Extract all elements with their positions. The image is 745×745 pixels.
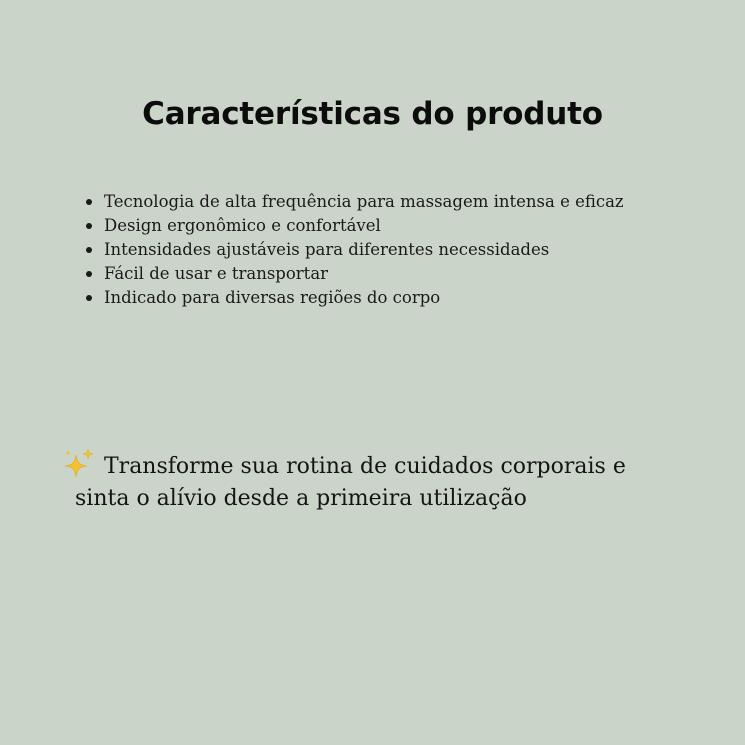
bullet-icon [86, 271, 92, 277]
list-item [104, 286, 624, 310]
bullet-icon [86, 223, 92, 229]
feature-text: Design ergonômico e confortável [104, 216, 381, 235]
sparkles-icon [62, 447, 96, 481]
list-item [104, 262, 624, 286]
list-item [104, 190, 624, 214]
bullet-icon [86, 247, 92, 253]
page-title: Características do produto [142, 95, 603, 132]
list-item [104, 214, 624, 238]
feature-text: Tecnologia de alta frequência para massagem intensa e eficaz [104, 192, 624, 211]
list-item [104, 238, 624, 262]
feature-text: Intensidades ajustáveis para diferentes necessidades [104, 240, 550, 259]
feature-text: Indicado para diversas regiões do corpo [104, 288, 441, 307]
bullet-icon [86, 199, 92, 205]
promo-line-2: sinta o alívio desde a primeira utilização [75, 486, 527, 511]
feature-text: Fácil de usar e transportar [104, 264, 329, 283]
promo-line-1: Transforme sua rotina de cuidados corporais e [104, 454, 626, 479]
bullet-icon [86, 295, 92, 301]
promo-message [62, 447, 682, 515]
features-list [104, 190, 624, 310]
